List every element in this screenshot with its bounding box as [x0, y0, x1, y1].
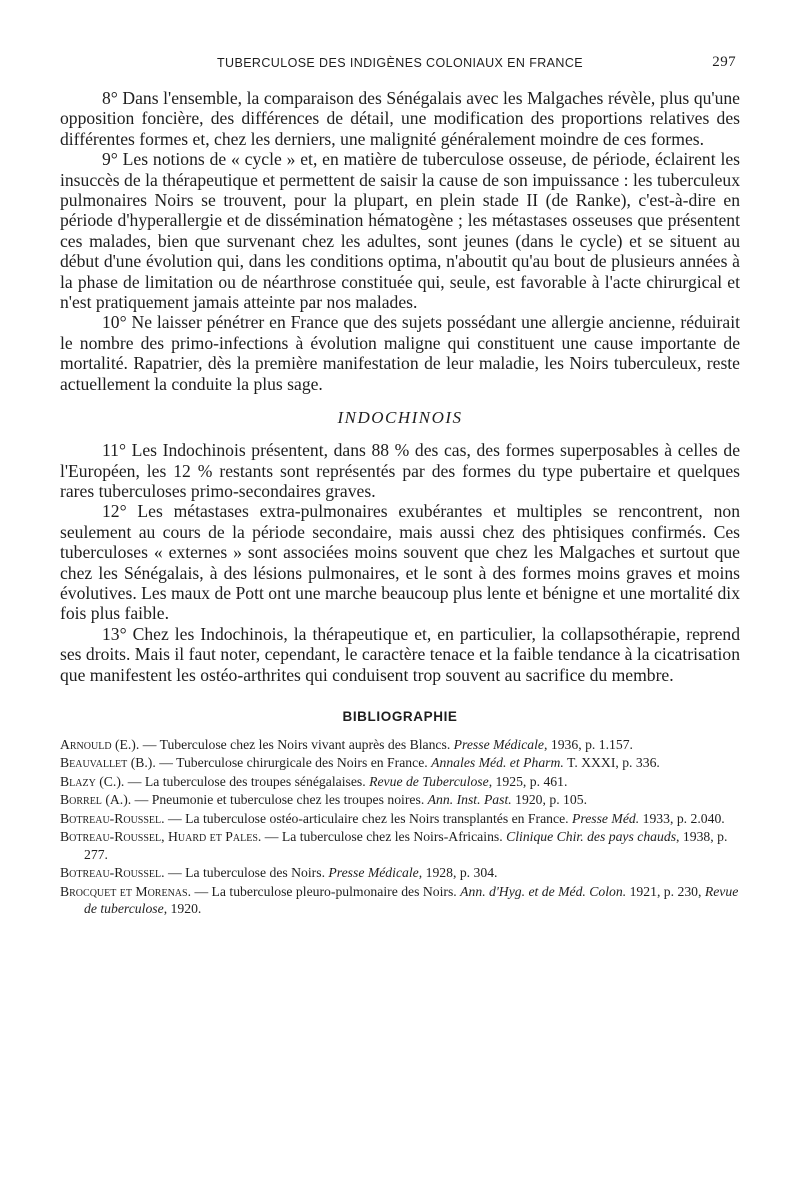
bibliography-entry	[60, 791, 740, 809]
bib-details: , 1928, p. 304.	[418, 865, 498, 881]
running-title: TUBERCULOSE DES INDIGÈNES COLONIAUX EN FRANCE	[217, 56, 583, 70]
bib-author: Blazy (C.).	[60, 773, 125, 789]
bib-details: , 1936, p. 1.157.	[544, 736, 633, 752]
bib-text: — Pneumonie et tuberculose chez les troupes noires.	[131, 792, 428, 808]
bib-details: 1921, p. 230,	[626, 883, 705, 899]
bib-text: — La tuberculose chez les Noirs-Africains.	[261, 829, 507, 845]
bib-journal: Annales Méd. et Pharm.	[431, 755, 564, 771]
bib-text: — La tuberculose pleuro-pulmonaire des Noirs.	[191, 883, 461, 899]
bib-author: Borrel (A.).	[60, 792, 132, 808]
bib-text: — La tuberculose des Noirs.	[164, 865, 329, 881]
bibliography-entry	[60, 810, 740, 828]
paragraph-10: 10° Ne laisser pénétrer en France que des sujets possédant une allergie ancienne, réduirait le nombre des primo-infections à évolution maligne qui constituent une cause importante de mortalité. Rapatrier, dès la première manifestation de leur maladie, les Noirs tuberculeux, reste actuellement la conduite la plus sage.	[60, 312, 740, 394]
bibliography-entry	[60, 736, 740, 754]
bib-author: Botreau-Roussel, Huard et Pales.	[60, 829, 262, 845]
bib-details: , 1938, p. 277.	[84, 829, 728, 862]
bib-author: Botreau-Roussel.	[60, 810, 165, 826]
bibliography-entry	[60, 864, 740, 882]
bib-text: — La tuberculose des troupes sénégalaises.	[124, 773, 370, 789]
bib-text: — Tuberculose chez les Noirs vivant auprès des Blancs.	[139, 736, 454, 752]
bibliography-heading: BIBLIOGRAPHIE	[342, 708, 458, 724]
document-page	[60, 50, 740, 919]
bibliography-list	[60, 736, 740, 918]
bib-journal: Ann. Inst. Past.	[427, 792, 512, 808]
bib-text: — La tuberculose ostéo-articulaire chez les Noirs transplantés en France.	[164, 810, 573, 826]
bib-journal: Presse Médicale	[453, 736, 544, 752]
bib-details: 1920, p. 105.	[511, 792, 587, 808]
bib-details: , 1925, p. 461.	[488, 773, 568, 789]
page-number: 297	[712, 54, 736, 70]
bib-journal-secondary: Revue de tuberculose	[84, 883, 739, 917]
bibliography-entry	[60, 828, 740, 863]
bib-details: T. XXXI, p. 336.	[563, 755, 660, 771]
section-heading-indochinois: INDOCHINOIS	[337, 408, 463, 428]
bib-author: Brocquet et Morenas.	[60, 883, 192, 899]
body-text	[60, 88, 740, 685]
paragraph-11: 11° Les Indochinois présentent, dans 88 % des cas, des formes superposables à celles de l'Européen, les 12 % restants sont représentés par des formes du type pubertaire et quelques rares tuberculoses primo-secondaires graves.	[60, 440, 740, 501]
bib-journal: Revue de Tuberculose	[369, 773, 489, 789]
paragraph-8: 8° Dans l'ensemble, la comparaison des Sénégalais avec les Malgaches révèle, plus qu'une opposition foncière, des différences de détail, une modification des proportions relatives des différentes formes et, chez les derniers, une malignité généralement moindre de ces formes.	[60, 88, 740, 149]
bib-journal: Presse Méd.	[572, 810, 640, 826]
bib-author: Arnould (E.).	[60, 736, 140, 752]
bib-author: Beauvallet (B.).	[60, 755, 156, 771]
bib-details-secondary: , 1920.	[163, 901, 202, 917]
bib-journal: Ann. d'Hyg. et de Méd. Colon.	[460, 883, 627, 899]
paragraph-13: 13° Chez les Indochinois, la thérapeutique et, en particulier, la collapsothérapie, reprend ses droits. Mais il faut noter, cependant, le caractère tenace et la faible tendance à la cicatrisation que manifestent les ostéo-arthrites qui conduisent trop souvent au sacrifice du membre.	[60, 623, 740, 685]
bibliography-entry	[60, 883, 740, 918]
bib-details: 1933, p. 2.040.	[639, 810, 725, 826]
bibliography-entry	[60, 773, 740, 791]
paragraph-12: 12° Les métastases extra-pulmonaires exubérantes et multiples se rencontrent, non seulement au cours de la période secondaire, mais aussi chez des phtisiques confirmés. Ces tuberculoses « externes » sont associées moins souvent que chez les Malgaches et surtout que chez les Sénégalais, à des lésions pulmonaires, et le sont à des formes moins graves et moins évolutives. Les maux de Pott ont une marche beaucoup plus lente et bénigne et une mortalité dix fois plus faible.	[60, 501, 740, 624]
paragraph-9: 9° Les notions de « cycle » et, en matière de tuberculose osseuse, de période, éclairent les insuccès de la thérapeutique et permettent de saisir la cause de son impuissance : les tuberculeux pulmonaires Noirs se trouvent, pour la plupart, en plein stade II (de Ranke), c'est-à-dire en période d'hyperallergie et de dissémination hématogène ; les métastases osseuses que présentent ces malades, bien que survenant chez les adultes, sont jeunes (dans le cycle) et se situent au début d'une évolution qui, dans les conditions optima, n'aboutit qu'au bout de plusieurs années à la phase de limitation ou de néarthrose constituée qui, seule, est favorable à l'acte chirurgical et n'est pratiquement jamais atteinte par nos malades.	[60, 149, 740, 313]
bib-journal: Presse Médicale	[328, 865, 419, 881]
bib-author: Botreau-Roussel.	[60, 865, 165, 881]
bib-text: — Tuberculose chirurgicale des Noirs en France.	[155, 755, 432, 771]
bib-journal: Clinique Chir. des pays chauds	[506, 829, 677, 845]
bibliography-entry	[60, 754, 740, 772]
running-header	[60, 50, 740, 76]
